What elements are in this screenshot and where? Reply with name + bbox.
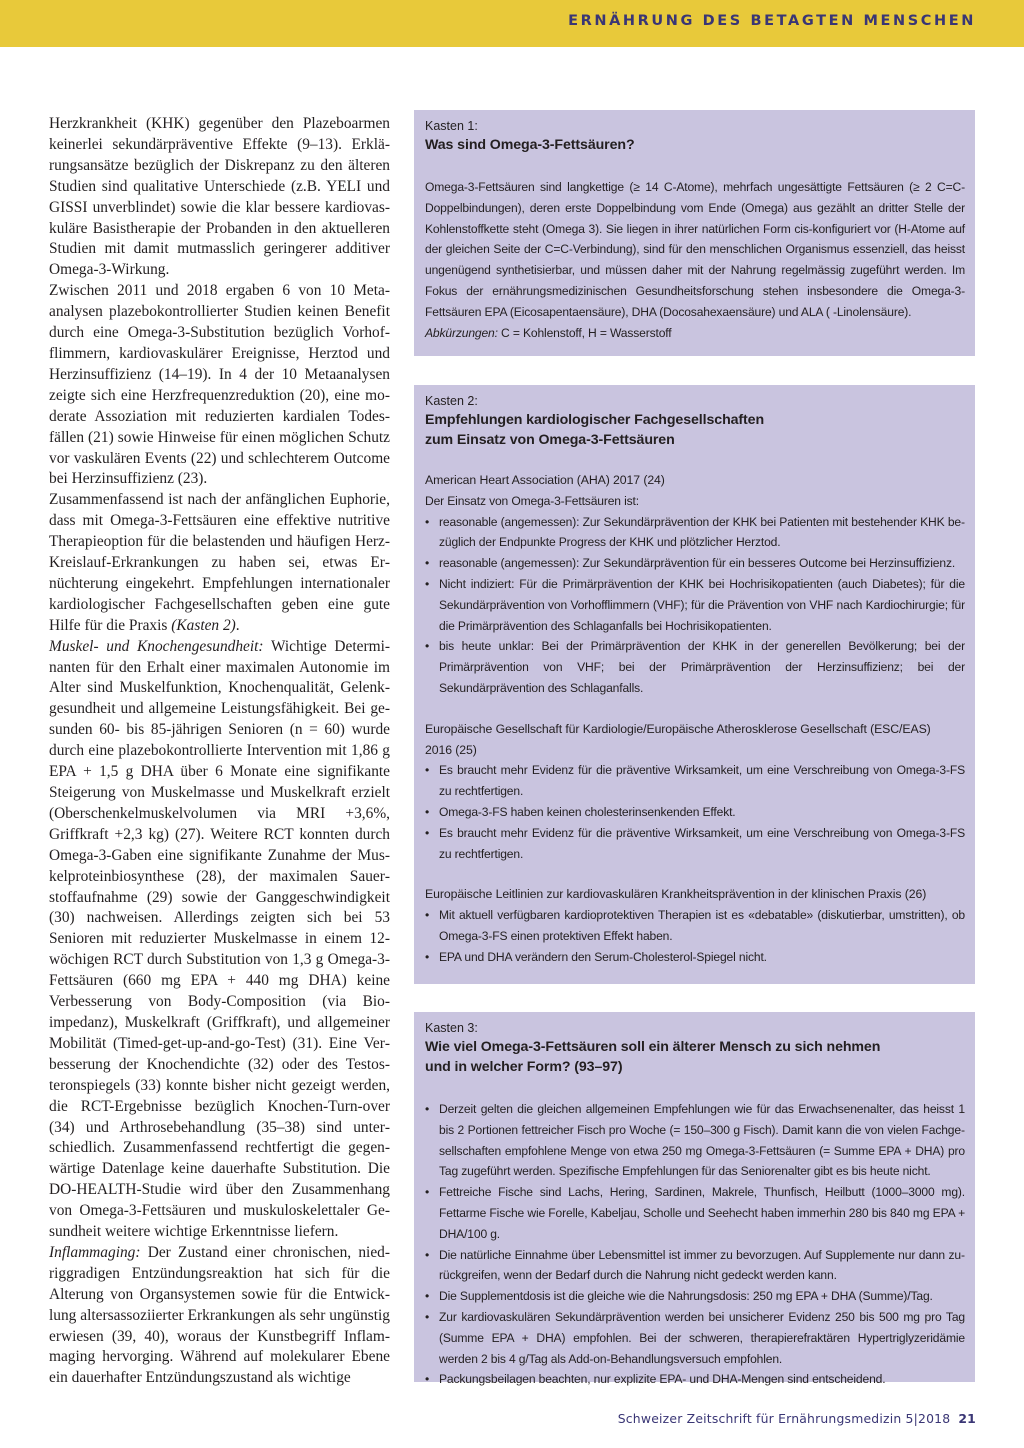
eu-guidelines-heading: Europäische Leitlinien zur kardiovaskulären Krankheitsprävention in der klinischen Praxis (26) [425,887,927,902]
list-item: • Zur kardiovaskulären Sekundärprävention werden bei unsicherer Evidenz 250 bis 500 mg pro Tag (Summe EPA + DHA) empfohlen. Bei der schweren, therapierefraktären Hypertriglyzeridämie werden 2 bis 4 g/Tag als Add-on-Behandlungsversuch empfohlen. [425,1307,965,1369]
list-item: • Es braucht mehr Evidenz für die präventive Wirksamkeit, um eine Verschreibung von Omega-3-FS zu rechtfertigen. [425,823,965,865]
paragraph-5 [49,1243,390,1389]
paragraph-2: Zwischen 2011 und 2018 ergaben 6 von 10 Metaanalysen plazebokontrollierter Studien keinen Benefit durch eine Omega-3-Substitution bezüglich Vorhofflimmern, kardiovaskulärer Ereignisse, Herztod und Herzinsuffizienz (14–19). In 4 der 10 Metaanalysen zeigte sich eine Herzfrequenzreduktion (20), eine moderate Assoziation mit reduzierten kardialen Todesfällen (21) sowie Hinweise für einen möglichen Schutz vor vaskulären Events (22) und schlechterem Outcome bei Herzinsuffizienz (23). [49,282,390,488]
kasten-3-box [414,1012,975,1387]
kasten-3-list [425,1099,965,1390]
aha-intro: Der Einsatz von Omega-3-Fettsäuren ist: [425,493,639,508]
header-band [0,0,1024,47]
list-item: • Mit aktuell verfügbaren kardioprotektiven Therapien ist es «debatable» (diskutierbar, umstritten), ob Omega-3-FS einen protektiven Effekt haben. [425,905,965,947]
kasten-1-box [414,110,975,356]
list-item: • reasonable (angemessen): Zur Sekundärprävention für ein besseres Outcome bei Herzinsuffizienz. [425,553,965,574]
list-item: • reasonable (angemessen): Zur Sekundärprävention der KHK bei Patienten mit bestehender KHK bezüglich der Endpunkte Progress der KHK und plötzlicher Herztod. [425,512,965,554]
abbreviations-text: C = Kohlenstoff, H = Wasserstoff [497,325,672,340]
kasten-1-title: Was sind Omega-3-Fettsäuren? [425,137,635,153]
kasten-2-title-line-2: zum Einsatz von Omega-3-Fettsäuren [425,432,675,448]
eu-guidelines-list [425,905,965,967]
list-item: • Fettreiche Fische sind Lachs, Hering, Sardinen, Makrele, Thunfisch, Heilbutt (1000–3000 mg). Fettarme Fische wie Forelle, Kabeljau, Scholle und Seehecht haben immerhin 280 bis 840 mg EPA + DHA/100 g. [425,1182,965,1244]
list-item: • Omega-3-FS haben keinen cholesterinsenkenden Effekt. [425,802,965,823]
list-item: • Die Supplementdosis ist die gleiche wie die Nahrungsdosis: 250 mg EPA + DHA (Summe)/Tag. [425,1286,965,1307]
paragraph-3 [49,490,390,636]
kasten-1-body: Omega-3-Fettsäuren sind langkettige (≥ 14 C-Atome), mehrfach ungesättigte Fettsäuren (≥ 2 C=C-Doppelbindungen), deren erste Doppelbindung vom Ende (Omega) aus gezählt an dritter Stelle der Kohlenstoffkette steht (Omega 3). Sie liegen in ihrer natürlichen Form cis-konfiguriert vor (H-Atome auf der gleichen Seite der C=C-Verbindung), sind für den menschlichen Organismus essenziell, das heisst ungenügend synthetisierbar, und müssen daher mit der Nahrung regelmässig zugeführt werden. Im Fokus der ernährungsmedizinischen Gesundheitsforschung stehen insbesondere die Omega-3-Fettsäuren EPA (Eicosapentaensäure), DHA (Docosahexaensäure) und ALA ( -Linolensäure). [425,180,965,319]
spacer [425,699,965,719]
page-number: 21 [958,1411,976,1426]
page-footer [618,1411,976,1426]
list-item: • Derzeit gelten die gleichen allgemeinen Empfehlungen wie für das Erwachsenenalter, das heisst 1 bis 2 Portionen fettreicher Fisch pro Woche (= 150–300 g Fisch). Damit kann die von vielen Fachgesellschaften empfohlene Menge von etwa 250 mg Omega-3-Fettsäuren (= Summe EPA + DHA) pro Tag zugeführt werden. Spezifische Empfehlungen für das Seniorenalter gibt es bis heute nicht. [425,1099,965,1182]
list-item: • Nicht indiziert: Für die Primärprävention der KHK bei Hochrisikopatienten (auch Diabetes); für die Sekundärprävention von Vorhofflimmern (VHF); für die Prävention von VHF nach Kardiochirurgie; für die Primärprävention des Schlaganfalls bei Hochrisikopatienten. [425,574,965,636]
list-item: • Packungsbeilagen beachten, nur explizite EPA- und DHA-Mengen sind entscheidend. [425,1369,965,1390]
abbreviations-label: Abkürzungen: [425,325,498,340]
esc-heading-line-2: 2016 (25) [425,742,477,757]
spacer [425,864,965,884]
aha-list [425,512,965,699]
esc-heading-line-1: Europäische Gesellschaft für Kardiologie/Europäische Atherosklerose Gesellschaft (ESC/EAS) [425,721,931,736]
kasten-2-reference: (Kasten 2) [171,616,236,634]
kasten-2-title-line-1: Empfehlungen kardiologischer Fachgesellschaften [425,412,765,428]
list-item: • bis heute unklar: Bei der Primärprävention der KHK in der generellen Bevölkerung; bei der Primärprävention von VHF; bei der Primärprävention der Herzinsuffizienz; bei der Sekundärprävention des Schlaganfalls. [425,636,965,698]
kasten-3-kicker: Kasten 3: [425,1021,478,1035]
paragraph-4-text: Wichtige Determinanten für den Erhalt einer maximalen Autonomie im Alter sind Muskelfunktion, Knochenqualität, Gelenkgesundheit und allgemeine Leistungsfähigkeit. Bei gesunden 60- bis 85-jährigen Senioren (n = 60) wurde durch eine plazebokontrollierte Intervention mit 1,86 g EPA + 1,5 g DHA über 6 Monate eine signifikante Steigerung von Muskelmasse und Muskelkraft erzielt (Oberschenkelmuskelvolumen via MRI +3,6%, Griffkraft +2,3 kg) (27). Weitere RCT konnten durch Omega-3-Gaben eine signifikante Zunahme der Muskelproteinbiosynthese (28), der maximalen Sauerstoffaufnahme (29) sowie der Ganggeschwindigkeit (30) nachweisen. Allerdings zeigten sich bei 53 Senioren mit reduzierter Muskelmasse in einem 12-wöchigen RCT durch Substitution von 1,3 g Omega-3-Fettsäuren (660 mg EPA + 440 mg DHA) keine Verbesserung von Body-Composition (via Bioimpedanz), Muskelkraft (Griffkraft), und allgemeiner Mobilität (Timed-get-up-and-go-Test) (31). Eine Verbesserung der Knochendichte (32) oder des Testosteronspiegels (33) konnte bisher nicht gezeigt werden, die RCT-Ergebnisse bezüglich Knochen-Turn-over (34) und Arthrosebehandlung (35–38) sind unterschiedlich. Zusammenfassend rechtfertigt die gegenwärtige Datenlage keine dauerhafte Substitution. Die DO-HEALTH-Studie wird über den Zusammenhang von Omega-3-Fettsäuren und muskuloskelettaler Gesundheit weitere wichtige Erkenntnisse liefern. [49,637,390,1241]
aha-heading: American Heart Association (AHA) 2017 (24) [425,473,665,487]
paragraph-5-lead: Inflammaging: [49,1243,141,1261]
paragraph-4-lead: Muskel- und Knochengesundheit: [49,637,264,655]
spacer [425,450,965,470]
list-item: • Die natürliche Einnahme über Lebensmittel ist immer zu bevorzugen. Auf Supplemente nur dann zurückgreifen, wenn der Bedarf durch die Nahrung nicht gedeckt werden kann. [425,1245,965,1287]
paragraph-3-text: Zusammenfassend ist nach der anfänglichen Euphorie, dass mit Omega-3-Fettsäuren eine effektive nutritive Therapieoption für die belastenden und häufigen Herz-Kreislauf-Erkrankungen zu haben sei, etwas Ernüchterung eingekehrt. Empfehlungen internationaler kardiologischer Fachgesellschaften geben eine gute Hilfe für die Praxis [49,491,390,634]
list-item: • EPA und DHA verändern den Serum-Cholesterol-Spiegel nicht. [425,947,965,968]
kasten-1-kicker: Kasten 1: [425,119,478,133]
kasten-2-box [414,385,975,984]
paragraph-3-end: . [235,616,240,634]
journal-name: Schweizer Zeitschrift für Ernährungsmedizin 5|2018 [617,1411,951,1426]
list-item: • Es braucht mehr Evidenz für die präventive Wirksamkeit, um eine Verschreibung von Omega-3-FS zu rechtfertigen. [425,760,965,802]
spacer [425,155,965,177]
spacer [425,1077,965,1099]
paragraph-1: Herzkrankheit (KHK) gegenüber den Plazeboarmen keinerlei sekundärpräventive Effekte (9–13). Erklärungsansätze bezüglich der Diskrepanz zu den älteren Studien sind qualitative Unterschiede (z.B. YELI und GISSI unverblindet) sowie die klar bessere kardiovaskuläre Basistherapie der Probanden in den aktuelleren Studien mit damit mutmasslich geringerer additiver Omega-3-Wirkung. [49,115,390,279]
kasten-2-kicker: Kasten 2: [425,394,478,408]
kasten-3-title-line-2: und in welcher Form? (93–97) [425,1059,623,1075]
section-title: ERNÄHRUNG DES BETAGTEN MENSCHEN [568,13,976,29]
esc-list [425,760,965,864]
paragraph-5-text: Der Zustand einer chronischen, niedriggradigen Entzündungsreaktion hat sich für die Alterung von Organsystemen sowie für die Entwicklung altersassoziierter Erkrankungen als sehr ungünstig erwiesen (39, 40), woraus der Kunstbegriff Inflammaging hervorging. Während auf molekularer Ebene ein dauerhafter Entzündungszustand als wichtige [49,1243,390,1387]
paragraph-4 [49,637,390,1243]
kasten-3-title-line-1: Wie viel Omega-3-Fettsäuren soll ein älterer Mensch zu sich nehmen [425,1039,881,1055]
kasten-1-abbreviations [425,323,965,344]
main-text-column [49,114,390,1389]
